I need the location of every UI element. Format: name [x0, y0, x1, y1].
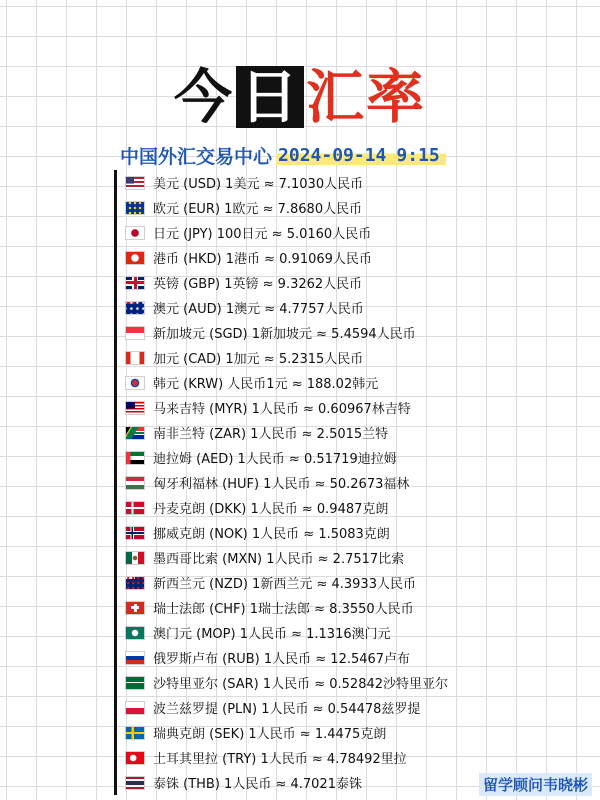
rate-text: 美元 (USD) 1美元 ≈ 7.1030人民币 — [153, 177, 364, 192]
rate-text: 挪威克朗 (NOK) 1人民币 ≈ 1.5083克朗 — [153, 527, 390, 542]
rate-row — [125, 670, 595, 695]
rate-row — [125, 745, 595, 770]
nz-flag-icon — [125, 576, 145, 590]
za-flag-icon — [125, 426, 145, 440]
rate-row — [125, 320, 595, 345]
rate-row — [125, 445, 595, 470]
rate-row — [125, 520, 595, 545]
rate-row — [125, 645, 595, 670]
rate-row — [125, 420, 595, 445]
eu-flag-icon — [125, 201, 145, 215]
title-part-day: 日 — [236, 66, 304, 128]
rate-row — [125, 195, 595, 220]
rate-row — [125, 470, 595, 495]
sa-flag-icon — [125, 676, 145, 690]
se-flag-icon — [125, 726, 145, 740]
hu-flag-icon — [125, 476, 145, 490]
rate-text: 匈牙利福林 (HUF) 1人民币 ≈ 50.2673福林 — [153, 477, 410, 492]
rate-text: 新加坡元 (SGD) 1新加坡元 ≈ 5.4594人民币 — [153, 327, 416, 342]
rate-text: 土耳其里拉 (TRY) 1人民币 ≈ 4.78492里拉 — [153, 752, 407, 767]
rate-text: 南非兰特 (ZAR) 1人民币 ≈ 2.5015兰特 — [153, 427, 389, 442]
jp-flag-icon — [125, 226, 145, 240]
ae-flag-icon — [125, 451, 145, 465]
rate-text: 日元 (JPY) 100日元 ≈ 5.0160人民币 — [153, 227, 372, 242]
au-flag-icon — [125, 301, 145, 315]
us-flag-icon — [125, 176, 145, 190]
rate-text: 丹麦克朗 (DKK) 1人民币 ≈ 0.9487克朗 — [153, 502, 389, 517]
date-highlight — [276, 145, 446, 166]
rate-row — [125, 245, 595, 270]
source-line — [120, 140, 446, 170]
rate-text: 瑞士法郎 (CHF) 1瑞士法郎 ≈ 8.3550人民币 — [153, 602, 414, 617]
sg-flag-icon — [125, 326, 145, 340]
rate-row — [125, 595, 595, 620]
rate-row — [125, 295, 595, 320]
rate-text: 英镑 (GBP) 1英镑 ≈ 9.3262人民币 — [153, 277, 363, 292]
rate-text: 迪拉姆 (AED) 1人民币 ≈ 0.51719迪拉姆 — [153, 452, 397, 467]
rate-text: 墨西哥比索 (MXN) 1人民币 ≈ 2.7517比索 — [153, 552, 405, 567]
my-flag-icon — [125, 401, 145, 415]
rate-text: 港币 (HKD) 1港币 ≈ 0.91069人民币 — [153, 252, 372, 267]
rate-text: 加元 (CAD) 1加元 ≈ 5.2315人民币 — [153, 352, 364, 367]
th-flag-icon — [125, 776, 145, 790]
pl-flag-icon — [125, 701, 145, 715]
rate-text: 欧元 (EUR) 1欧元 ≈ 7.8680人民币 — [153, 202, 363, 217]
rate-text: 韩元 (KRW) 人民币1元 ≈ 188.02韩元 — [153, 377, 379, 392]
rate-row — [125, 345, 595, 370]
rate-row — [125, 545, 595, 570]
watermark: 留学顾问韦晓彬 — [479, 773, 592, 796]
rate-row — [125, 720, 595, 745]
rate-row — [125, 620, 595, 645]
rate-text: 马来吉特 (MYR) 1人民币 ≈ 0.60967林吉特 — [153, 402, 411, 417]
rate-text: 澳门元 (MOP) 1人民币 ≈ 1.1316澳门元 — [153, 627, 391, 642]
rate-row — [125, 270, 595, 295]
rate-text: 沙特里亚尔 (SAR) 1人民币 ≈ 0.52842沙特里亚尔 — [153, 677, 449, 692]
mo-flag-icon — [125, 626, 145, 640]
rate-row — [125, 395, 595, 420]
tr-flag-icon — [125, 751, 145, 765]
dk-flag-icon — [125, 501, 145, 515]
gb-flag-icon — [125, 276, 145, 290]
rate-row — [125, 570, 595, 595]
rate-text: 新西兰元 (NZD) 1新西兰元 ≈ 4.3933人民币 — [153, 577, 416, 592]
hk-flag-icon — [125, 251, 145, 265]
kr-flag-icon — [125, 376, 145, 390]
rate-row — [125, 170, 595, 195]
title-part-rate: 汇率 — [306, 63, 427, 131]
rate-text: 波兰兹罗提 (PLN) 1人民币 ≈ 0.54478兹罗提 — [153, 702, 421, 717]
rate-row — [125, 495, 595, 520]
rate-text: 泰铢 (THB) 1人民币 ≈ 4.7021泰铢 — [153, 777, 362, 792]
no-flag-icon — [125, 526, 145, 540]
rate-row — [125, 370, 595, 395]
ru-flag-icon — [125, 651, 145, 665]
ch-flag-icon — [125, 601, 145, 615]
time-text: 9:15 — [396, 144, 440, 166]
mx-flag-icon — [125, 551, 145, 565]
rate-text: 澳元 (AUD) 1澳元 ≈ 4.7757人民币 — [153, 302, 364, 317]
date-text: 2024-09-14 — [278, 144, 387, 166]
rate-row — [125, 220, 595, 245]
ca-flag-icon — [125, 351, 145, 365]
rate-row — [125, 695, 595, 720]
rate-text: 瑞典克朗 (SEK) 1人民币 ≈ 1.4475克朗 — [153, 727, 387, 742]
title-part-today: 今 — [173, 63, 234, 131]
rate-list — [114, 170, 595, 795]
rate-text: 俄罗斯卢布 (RUB) 1人民币 ≈ 12.5467卢布 — [153, 652, 411, 667]
page-title — [0, 62, 600, 132]
source-name: 中国外汇交易中心 — [120, 145, 273, 168]
